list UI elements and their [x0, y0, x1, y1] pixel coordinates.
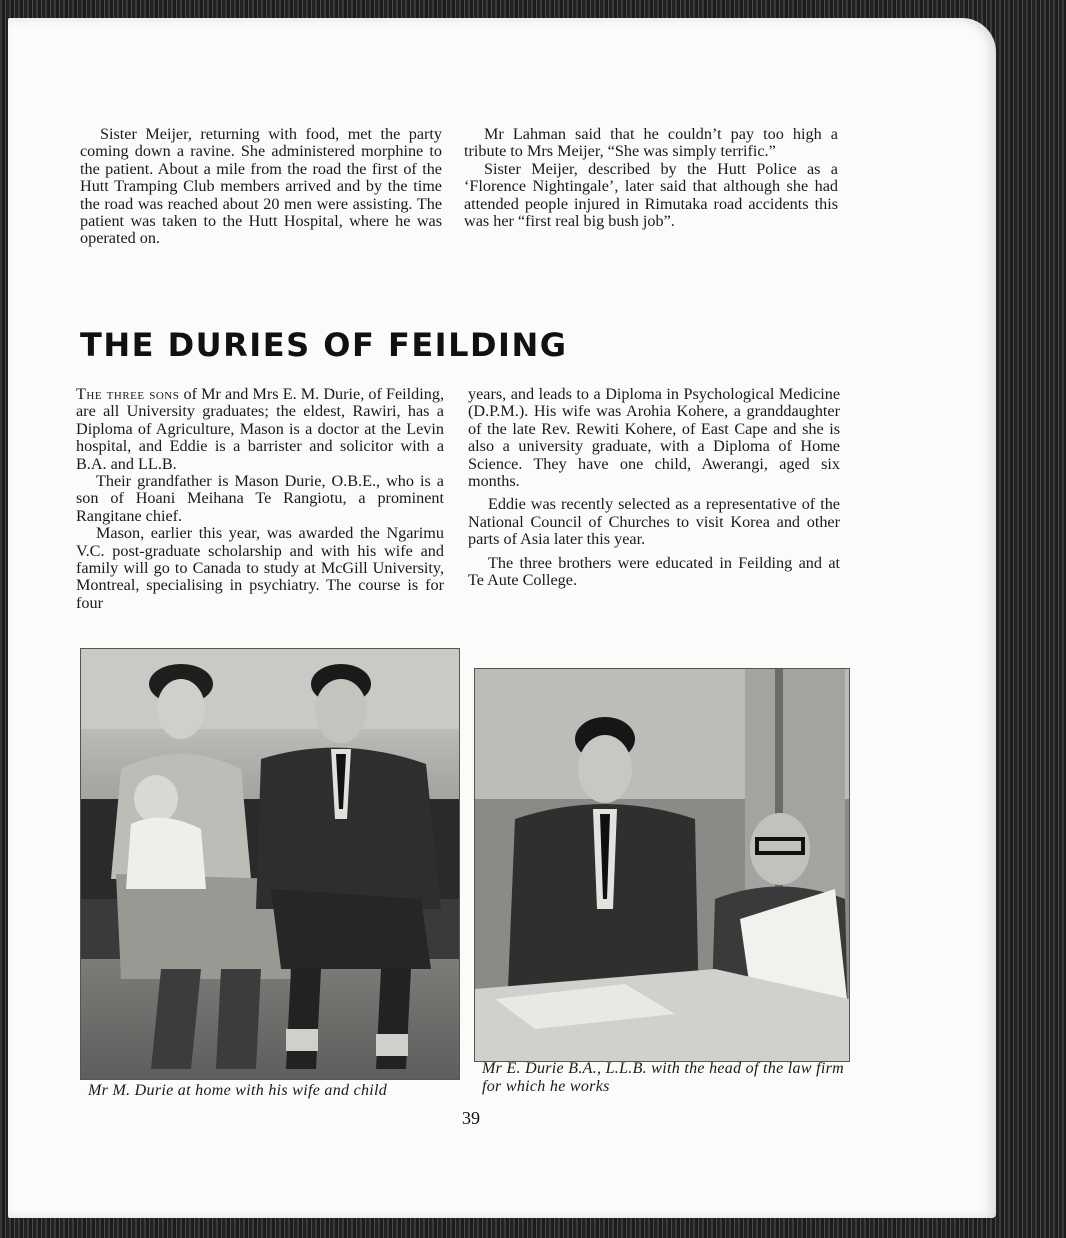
article-paragraph-5: The three brothers were educated in Feilding and at Te Aute College.	[468, 553, 840, 590]
magazine-page	[8, 18, 996, 1218]
article-paragraph-2: Their grandfather is Mason Durie, O.B.E., who is a son of Hoani Meihana Te Rangiotu, a prominent Rangitane chief.	[76, 472, 444, 525]
family-photo-caption: Mr M. Durie at home with his wife and child	[88, 1082, 388, 1099]
office-photo-image	[475, 669, 849, 1061]
family-photo-image	[81, 649, 459, 1079]
lead-smallcaps: The three sons	[76, 385, 180, 403]
article-paragraph-4: Eddie was recently selected as a representative of the National Council of Churches to visit Korea and other parts of Asia later this year.	[468, 495, 840, 549]
article-paragraph-3: Mason, earlier this year, was awarded the Ngarimu V.C. post-graduate scholarship and with his wife and family will go to Canada to study at McGill University, Montreal, specialising in psychiatry. The course is for four	[76, 524, 444, 612]
article-paragraph-3-continued: years, and leads to a Diploma in Psychological Medicine (D.P.M.). His wife was Arohia Kohere, a granddaughter of the late Rev. Rewiti Kohere, of East Cape and she is also a university graduate, with a Diploma of Home Science. They have one child, Awerangi, aged six months.	[468, 385, 840, 491]
intro-right-paragraph-2: Sister Meijer, described by the Hutt Police as a ‘Florence Nightingale’, later said that although she had attended people injured in Rimutaka road accidents this was her “first real big bush job”.	[464, 159, 838, 231]
office-photo	[474, 668, 850, 1062]
page-number: 39	[462, 1108, 480, 1128]
article-right-column	[468, 386, 840, 589]
intro-right-paragraph-1: Mr Lahman said that he couldn’t pay too high a tribute to Mrs Meijer, “She was simply terrific.”	[464, 125, 838, 161]
intro-left-paragraph: Sister Meijer, returning with food, met the party coming down a ravine. She administered morphine to the patient. About a mile from the road the first of the Hutt Tramping Club members arrived and by the time the road was reached about 20 men were assisting. The patient was taken to the Hutt Hospital, where he was operated on.	[80, 125, 442, 248]
article-paragraph-1	[76, 386, 444, 473]
article-left-column	[76, 386, 444, 612]
article-paragraph-1-rest: of Mr and Mrs E. M. Durie, of Feilding, are all University graduates; the eldest, Rawiri, has a Diploma of Agriculture, Mason is a doctor at the Levin hospital, and Eddie is a barrister and solicitor with a B.A. and LL.B.	[76, 385, 444, 473]
family-photo	[80, 648, 460, 1080]
office-photo-caption: Mr E. Durie B.A., L.L.B. with the head of the law firm for which he works	[482, 1060, 844, 1095]
article-headline: THE DURIES OF FEILDING	[80, 326, 568, 364]
intro-left-column	[80, 126, 442, 248]
intro-right-column	[464, 126, 838, 230]
